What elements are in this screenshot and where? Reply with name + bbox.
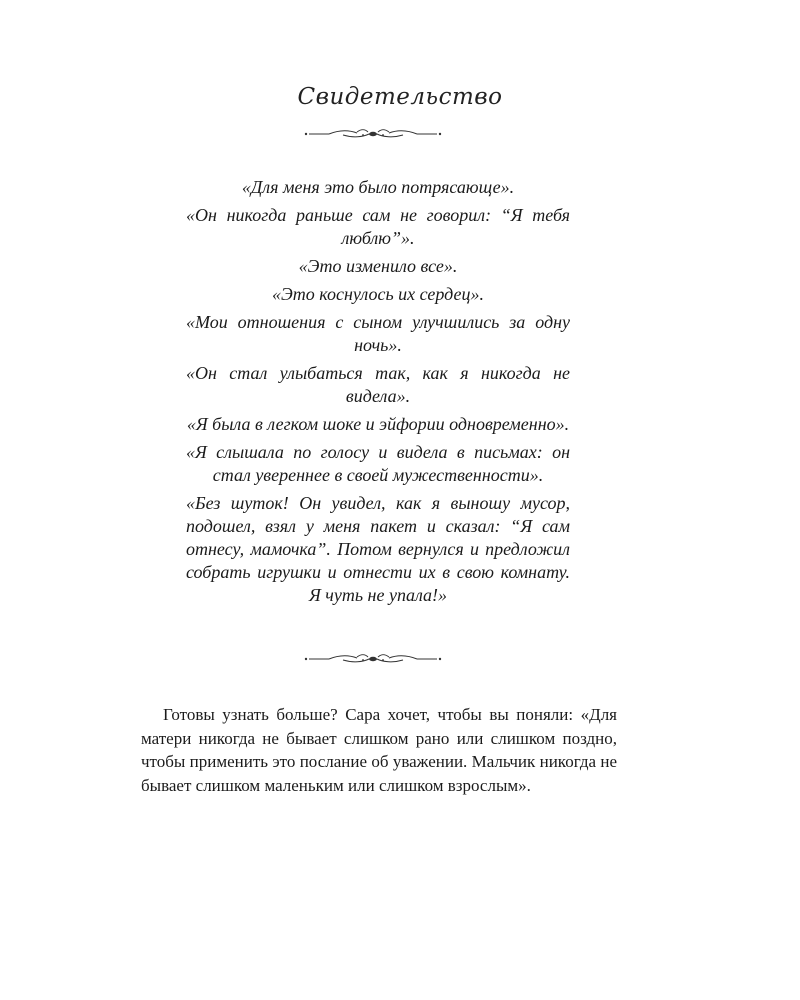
divider-flourish-icon [303,127,443,141]
divider-flourish-icon [303,652,443,666]
testimonial-quote: «Я слышала по голосу и видела в письмах: он стал увереннее в своей мужественности». [186,442,570,485]
testimonial-quote: «Без шуток! Он увидел, как я выношу мусор, подошел, взял у меня пакет и сказал: “Я сам отнесу, мамочка”. Потом вернулся и предложил собрать игрушки и отнести их в свою комнату. Я чуть не упала!» [186,493,570,605]
testimonial-quote: «Он никогда раньше сам не говорил: “Я тебя люблю”». [186,205,570,248]
testimonial-quote: «Для меня это было потрясающе». [241,177,515,197]
testimonial-list [186,176,570,612]
testimonial-quote: «Это изменило все». [298,256,458,276]
page-title: Свидетельство [297,84,503,110]
testimonial-quote: «Это коснулось их сердец». [271,284,484,304]
testimonial-quote: «Я была в легком шоке и эйфории одновременно». [186,414,570,434]
body-paragraph: Готовы узнать больше? Сара хочет, чтобы вы поняли: «Для матери никогда не бывает слишком рано или слишком поздно, чтобы применить это послание об уважении. Мальчик никогда не бывает слишком маленьким или слишком взрослым». [141,705,617,795]
testimonial-quote: «Он стал улыбаться так, как я никогда не видела». [186,363,570,406]
testimonial-quote: «Мои отношения с сыном улучшились за одну ночь». [186,312,570,355]
